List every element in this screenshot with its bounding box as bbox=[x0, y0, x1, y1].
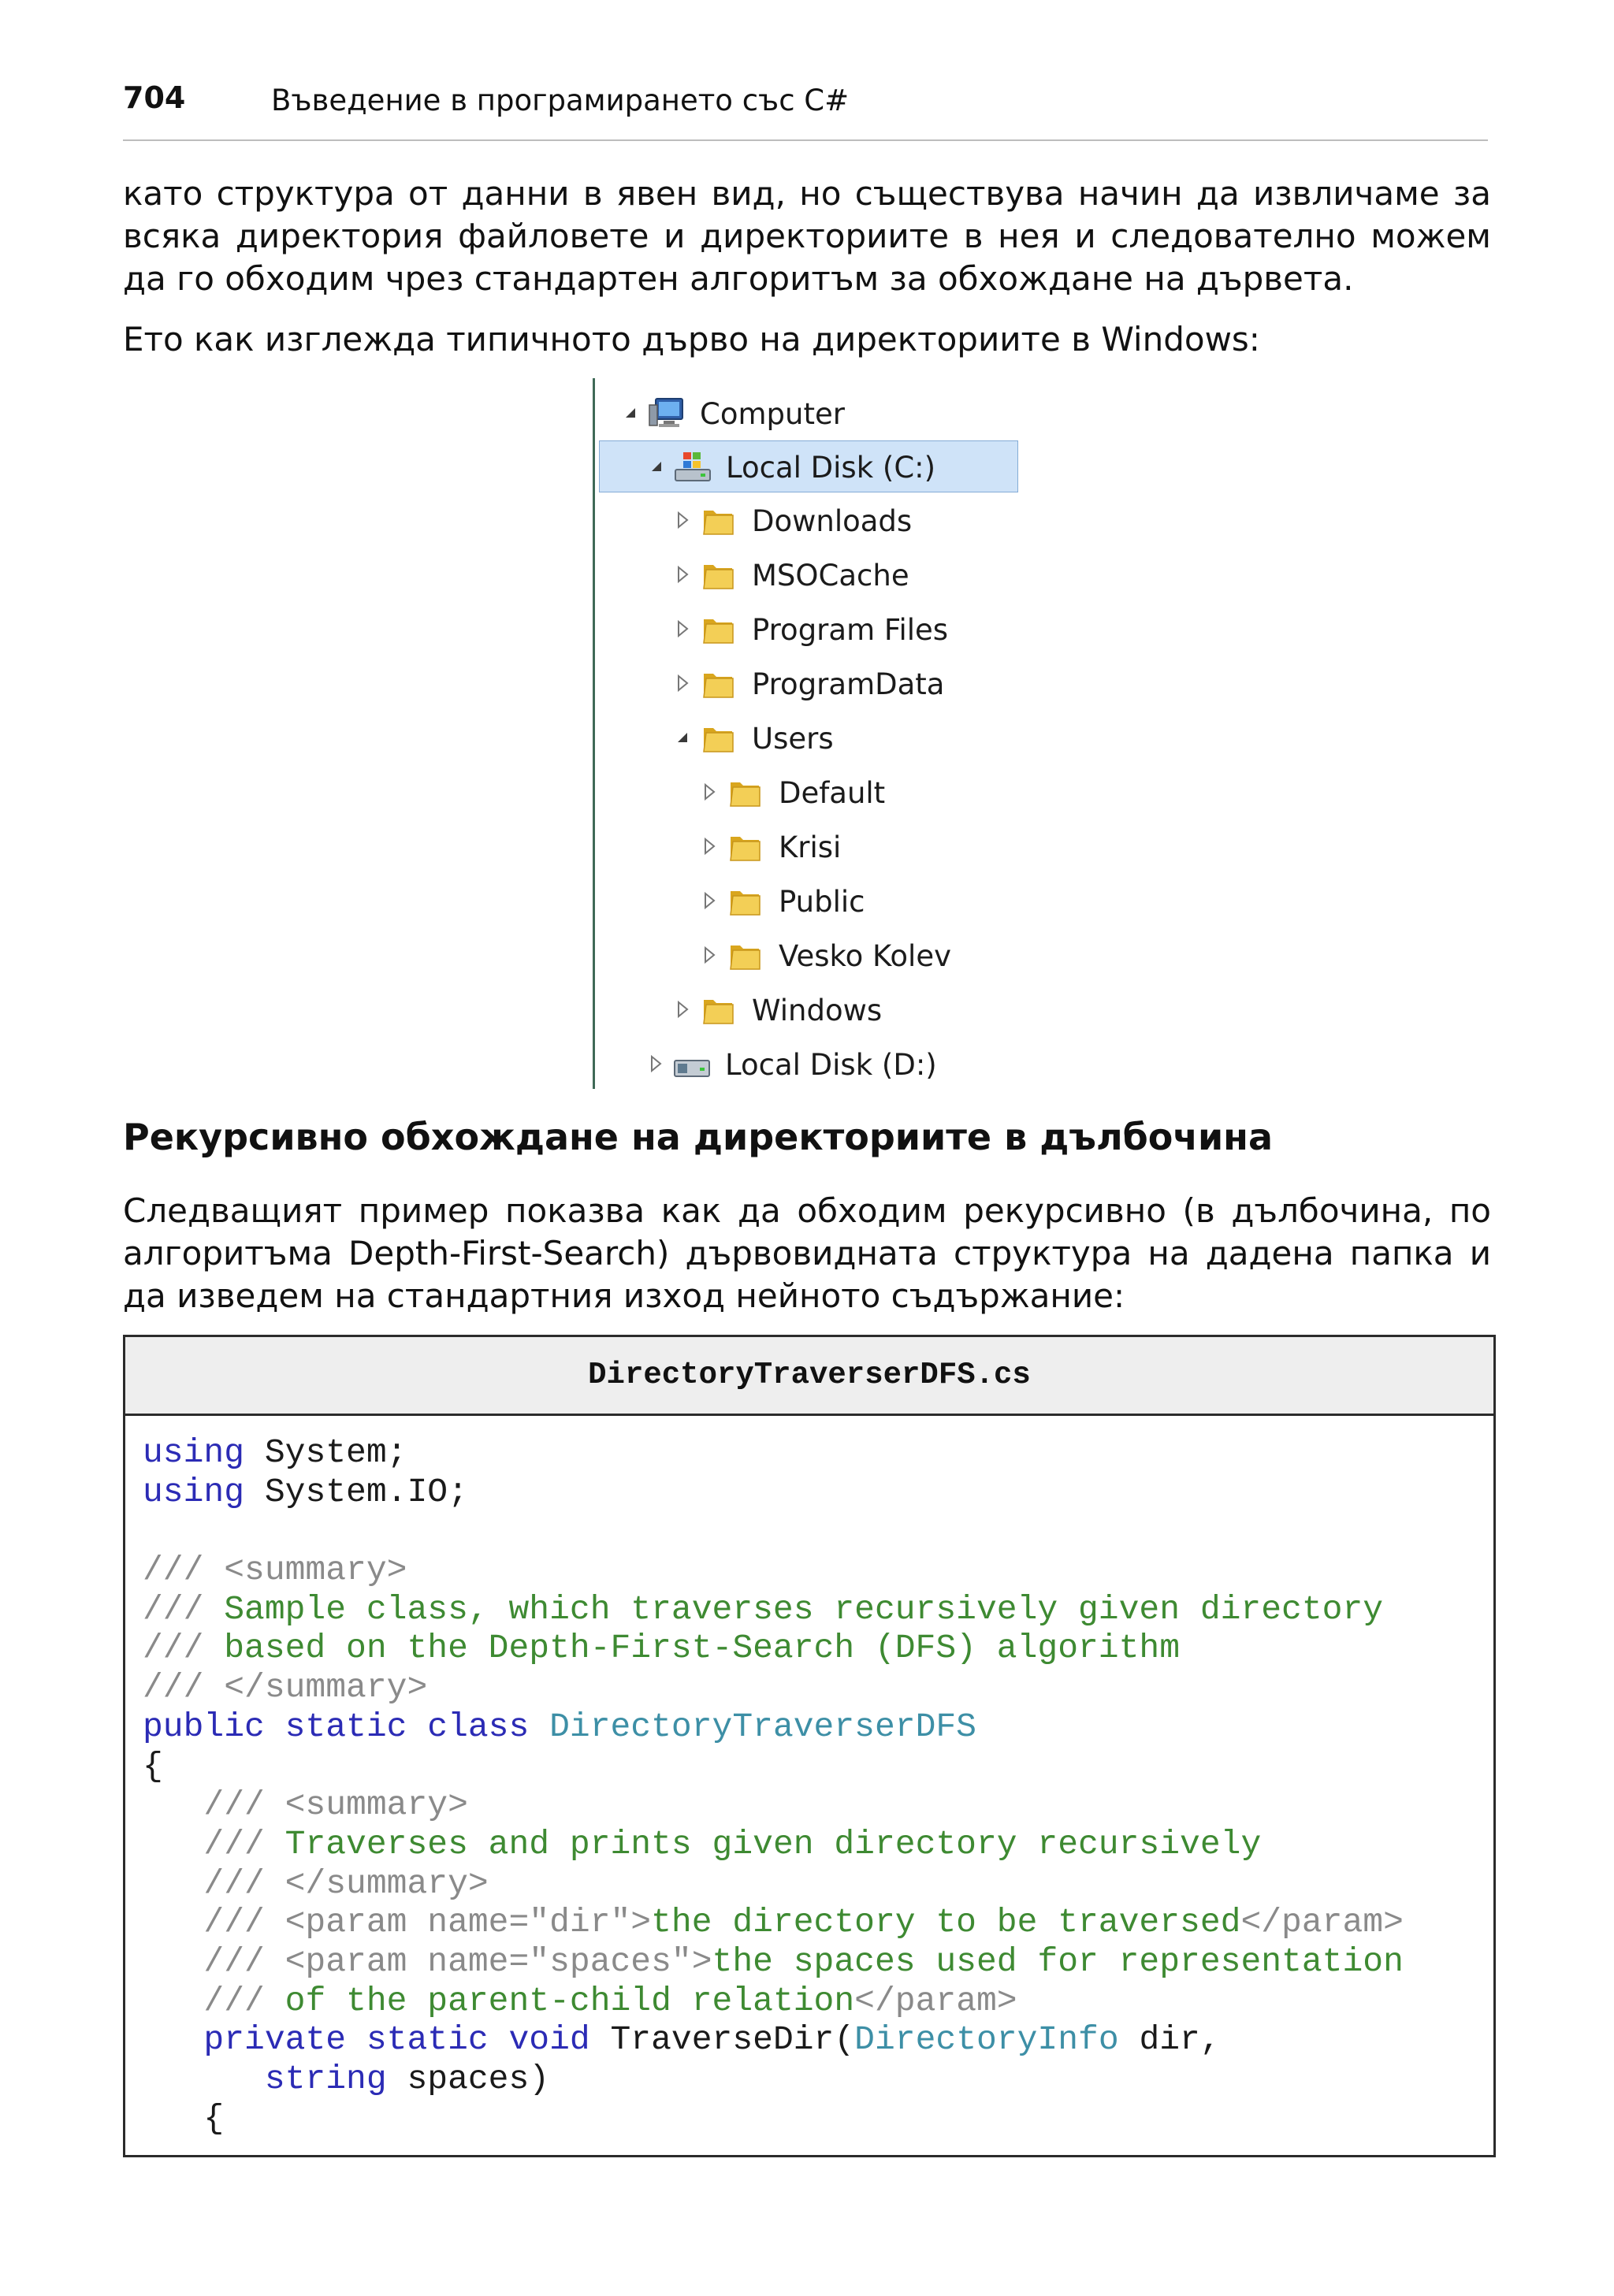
code-line bbox=[143, 2060, 1404, 2099]
code-token: TraverseDir( bbox=[589, 2020, 855, 2060]
tree-item-local-disk-c[interactable] bbox=[599, 440, 1018, 492]
tree-item-krisi[interactable] bbox=[599, 821, 1018, 873]
tree-item-vesko-kolev[interactable] bbox=[599, 930, 1018, 982]
tree-item-label: Users bbox=[752, 722, 834, 756]
code-token: of the parent-child relation bbox=[284, 1981, 855, 2020]
collapsed-arrow-icon[interactable] bbox=[675, 1000, 690, 1019]
tree-item-label: MSOCache bbox=[752, 559, 909, 593]
expanded-arrow-icon[interactable] bbox=[623, 403, 638, 422]
code-line bbox=[143, 1785, 1404, 1825]
collapsed-arrow-icon[interactable] bbox=[675, 619, 690, 638]
code-line bbox=[143, 1864, 1404, 1904]
code-line bbox=[143, 1511, 1404, 1551]
code-line bbox=[143, 1942, 1404, 1982]
code-token: based on the Depth-First-Search (DFS) algorithm bbox=[224, 1629, 1181, 1668]
code-token: private static void bbox=[203, 2020, 590, 2060]
folder-icon bbox=[728, 939, 761, 972]
code-token bbox=[143, 2060, 265, 2098]
tree-item-label: Windows bbox=[752, 994, 883, 1027]
code-token: DirectoryInfo bbox=[854, 2020, 1119, 2060]
tree-intro-text: Ето как изглежда типичното дърво на директориите в Windows: bbox=[123, 320, 1260, 359]
tree-item-local-disk-d[interactable] bbox=[599, 1038, 1018, 1090]
running-header-title: Въведение в програмирането със C# bbox=[271, 84, 850, 117]
tree-item-label: Krisi bbox=[779, 830, 842, 864]
folder-icon bbox=[728, 885, 761, 918]
tree-item-label: Downloads bbox=[752, 504, 913, 538]
tree-item-programdata[interactable] bbox=[599, 658, 1018, 710]
code-listing bbox=[123, 1335, 1496, 2157]
folder-icon bbox=[728, 776, 761, 809]
section-heading: Рекурсивно обхождане на директориите в дълбочина bbox=[123, 1116, 1273, 1158]
collapsed-arrow-icon[interactable] bbox=[675, 674, 690, 693]
tree-item-computer[interactable] bbox=[599, 388, 1018, 440]
intro-line: да го обходим чрез стандартен алгоритъм за обхождане на дървета. bbox=[123, 259, 1354, 298]
code-token: /// bbox=[143, 1824, 285, 1863]
code-line bbox=[143, 1433, 1404, 1473]
tree-item-windows[interactable] bbox=[599, 984, 1018, 1036]
tree-item-label: Program Files bbox=[752, 613, 949, 647]
code-token: /// <summary> bbox=[143, 1785, 468, 1825]
code-token: /// </summary> bbox=[143, 1863, 489, 1903]
header-divider bbox=[123, 139, 1488, 141]
code-line bbox=[143, 1473, 1404, 1512]
code-token: spaces) bbox=[386, 2060, 550, 2098]
page-number: 704 bbox=[123, 80, 186, 115]
collapsed-arrow-icon[interactable] bbox=[648, 1054, 664, 1073]
code-token: DirectoryTraverserDFS bbox=[549, 1707, 976, 1746]
tree-intro-sentence bbox=[123, 318, 1491, 361]
intro-line: всяка директория файловете и директориите в нея и следователно можем bbox=[123, 217, 1491, 255]
tree-item-label: Computer bbox=[700, 397, 845, 431]
code-line bbox=[143, 1825, 1404, 1864]
intro-line: като структура от данни в явен вид, но съществува начин да извличаме за bbox=[123, 174, 1491, 213]
folder-icon bbox=[701, 722, 734, 755]
section-line: да изведем на стандартния изход нейното съдържание: bbox=[123, 1276, 1125, 1315]
code-line bbox=[143, 1707, 1404, 1747]
folder-icon bbox=[701, 667, 734, 700]
code-token: dir, bbox=[1118, 2020, 1221, 2060]
code-token: Traverses and prints given directory recursively bbox=[284, 1824, 1262, 1863]
code-token: System; bbox=[244, 1433, 407, 1472]
code-token: /// bbox=[143, 1589, 225, 1629]
code-token: the directory to be traversed bbox=[651, 1903, 1241, 1942]
code-line bbox=[143, 1747, 1404, 1786]
code-token: /// <param name="spaces"> bbox=[143, 1941, 712, 1981]
code-token: /// </summary> bbox=[143, 1668, 428, 1707]
code-filename: DirectoryTraverserDFS.cs bbox=[125, 1337, 1493, 1416]
collapsed-arrow-icon[interactable] bbox=[701, 837, 717, 856]
code-token: </param> bbox=[1240, 1903, 1404, 1942]
tree-item-label: Local Disk (D:) bbox=[725, 1048, 937, 1082]
code-token bbox=[143, 2020, 203, 2059]
folder-icon bbox=[701, 613, 734, 646]
code-token: /// bbox=[143, 1629, 225, 1668]
code-line bbox=[143, 2020, 1404, 2060]
computer-icon bbox=[648, 396, 686, 430]
collapsed-arrow-icon[interactable] bbox=[701, 891, 717, 910]
tree-item-default[interactable] bbox=[599, 767, 1018, 819]
collapsed-arrow-icon[interactable] bbox=[675, 511, 690, 529]
code-token: public static class bbox=[143, 1707, 530, 1746]
code-token: /// <param name="dir"> bbox=[143, 1903, 652, 1942]
code-token: Sample class, which traverses recursively given directory bbox=[224, 1589, 1384, 1629]
expanded-arrow-icon[interactable] bbox=[675, 728, 690, 747]
code-token: the spaces used for representation bbox=[712, 1941, 1404, 1981]
code-line bbox=[143, 1668, 1404, 1707]
tree-item-public[interactable] bbox=[599, 875, 1018, 927]
collapsed-arrow-icon[interactable] bbox=[701, 782, 717, 801]
tree-item-label: ProgramData bbox=[752, 667, 945, 701]
code-token: { bbox=[143, 2098, 225, 2138]
code-token: using bbox=[143, 1472, 245, 1511]
directory-tree-screenshot bbox=[593, 378, 1018, 1089]
collapsed-arrow-icon[interactable] bbox=[701, 946, 717, 964]
tree-item-msocache[interactable] bbox=[599, 549, 1018, 601]
code-token: /// bbox=[143, 1981, 285, 2020]
code-line bbox=[143, 1629, 1404, 1668]
section-line: Следващият пример показва как да обходим рекурсивно (в дълбочина, по bbox=[123, 1191, 1491, 1230]
expanded-arrow-icon[interactable] bbox=[649, 457, 664, 476]
tree-item-label: Public bbox=[779, 885, 865, 919]
code-token: string bbox=[264, 2060, 387, 2098]
section-paragraph bbox=[123, 1190, 1491, 1317]
folder-icon bbox=[701, 559, 734, 592]
code-token: System.IO; bbox=[244, 1472, 468, 1511]
intro-paragraph bbox=[123, 173, 1491, 300]
code-token: using bbox=[143, 1433, 245, 1472]
windows-drive-icon bbox=[674, 449, 712, 484]
code-line bbox=[143, 2099, 1404, 2138]
tree-item-downloads[interactable] bbox=[599, 495, 1018, 547]
folder-icon bbox=[701, 994, 734, 1027]
code-line bbox=[143, 1551, 1404, 1590]
folder-icon bbox=[728, 830, 761, 864]
tree-item-label: Vesko Kolev bbox=[779, 939, 951, 973]
section-line: алгоритъма Depth-First-Search) дървовидната структура на дадена папка и bbox=[123, 1234, 1491, 1272]
collapsed-arrow-icon[interactable] bbox=[675, 565, 690, 584]
drive-icon bbox=[673, 1046, 711, 1081]
folder-icon bbox=[701, 504, 734, 537]
tree-left-border bbox=[593, 378, 595, 1089]
code-line bbox=[143, 1982, 1404, 2021]
tree-item-label: Local Disk (C:) bbox=[726, 451, 936, 485]
code-line bbox=[143, 1590, 1404, 1629]
tree-item-users[interactable] bbox=[599, 712, 1018, 764]
tree-item-label: Default bbox=[779, 776, 886, 810]
code-line bbox=[143, 1903, 1404, 1942]
code-token: </param> bbox=[854, 1981, 1017, 2020]
tree-item-program-files[interactable] bbox=[599, 604, 1018, 656]
code-token: /// <summary> bbox=[143, 1551, 407, 1590]
code-token bbox=[529, 1707, 549, 1746]
code-body bbox=[143, 1433, 1404, 2138]
code-token: { bbox=[143, 1746, 163, 1785]
